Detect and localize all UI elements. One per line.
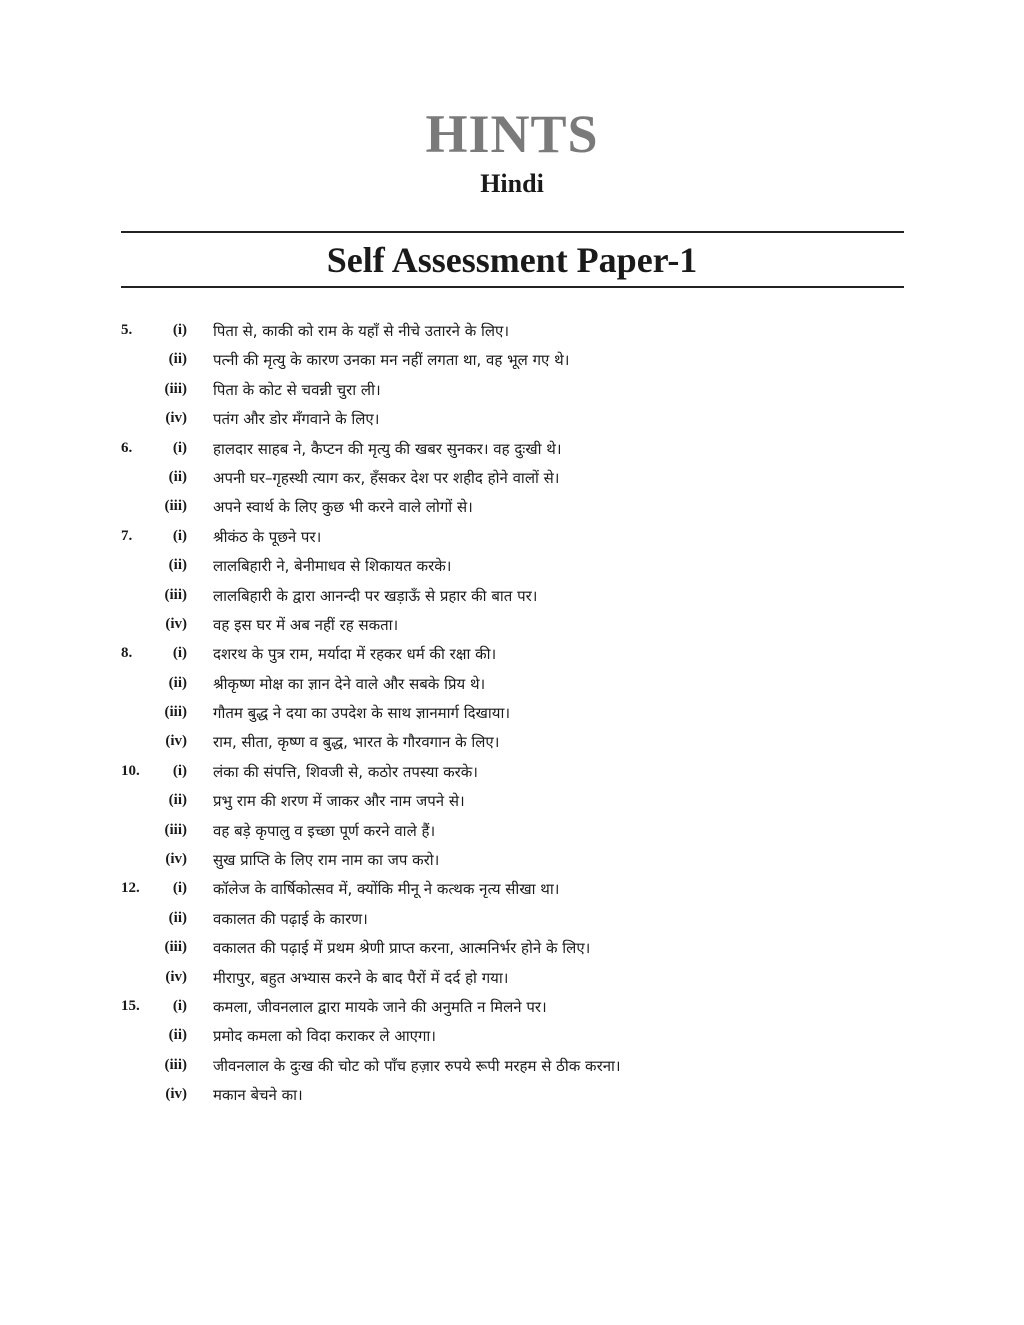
answer-text: अपने स्वार्थ के लिए कुछ भी करने वाले लोगों से। — [213, 498, 473, 517]
sub-question-label: (iii) — [164, 939, 187, 956]
answer-row — [0, 789, 1024, 818]
answer-row — [0, 348, 1024, 377]
answer-row — [0, 613, 1024, 642]
answer-text: कॉलेज के वार्षिकोत्सव में, क्योंकि मीनू ने कत्थक नृत्य सीखा था। — [213, 880, 560, 899]
question-number: 5. — [121, 322, 133, 338]
answer-text: प्रभु राम की शरण में जाकर और नाम जपने से। — [213, 792, 465, 811]
answer-text: श्रीकंठ के पूछने पर। — [213, 527, 322, 546]
answer-row — [0, 730, 1024, 759]
sub-question-label: (iv) — [165, 410, 187, 427]
answer-text: हालदार साहब ने, कैप्टन की मृत्यु की खबर सुनकर। वह दुःखी थे। — [213, 439, 562, 458]
sub-question-label: (i) — [172, 880, 187, 897]
paper-title: Self Assessment Paper-1 — [326, 240, 698, 280]
answer-text: लालबिहारी ने, बेनीमाधव से शिकायत करके। — [213, 557, 452, 576]
answer-text: कमला, जीवनलाल द्वारा मायके जाने की अनुमति न मिलने पर। — [213, 997, 547, 1016]
question-number: 6. — [121, 439, 133, 456]
answer-text: मकान बेचने का। — [213, 1086, 303, 1105]
sub-question-label: (ii) — [168, 792, 187, 809]
answer-text: श्रीकृष्ण मोक्ष का ज्ञान देने वाले और सबके प्रिय थे। — [213, 674, 486, 693]
sub-question-label: (i) — [172, 762, 187, 779]
answer-row — [0, 495, 1024, 524]
answer-row — [0, 1054, 1024, 1083]
sub-question-label: (ii) — [168, 468, 187, 485]
answer-text: राम, सीता, कृष्ण व बुद्ध, भारत के गौरवगान के लिए। — [213, 733, 500, 752]
question-number: 10. — [121, 762, 140, 779]
sub-question-label: (iii) — [164, 380, 187, 397]
answer-row — [0, 642, 1024, 671]
answer-text: वकालत की पढ़ाई के कारण। — [213, 909, 368, 928]
answer-row — [0, 848, 1024, 877]
sub-question-label: (iii) — [164, 1056, 187, 1073]
sub-question-label: (i) — [172, 439, 187, 456]
answer-text: वह इस घर में अब नहीं रह सकता। — [213, 615, 399, 634]
sub-question-label: (ii) — [168, 351, 187, 368]
answer-text: लंका की संपत्ति, शिवजी से, कठोर तपस्या करके। — [213, 762, 478, 781]
question-number: 8. — [121, 645, 133, 662]
answer-text: लालबिहारी के द्वारा आनन्दी पर खड़ाऊँ से प्रहार की बात पर। — [213, 586, 538, 605]
answer-text: सुख प्राप्ति के लिए राम नाम का जप करो। — [213, 851, 440, 870]
question-number: 15. — [121, 997, 140, 1014]
page-title: HINTS — [425, 104, 599, 164]
bottom-divider — [121, 286, 904, 288]
sub-question-label: (iv) — [165, 851, 187, 868]
sub-question-label: (ii) — [168, 674, 187, 691]
answer-row — [0, 554, 1024, 583]
answer-row — [0, 1083, 1024, 1112]
sub-question-label: (iv) — [165, 733, 187, 750]
answer-row — [0, 907, 1024, 936]
answer-text: पत्नी की मृत्यु के कारण उनका मन नहीं लगता था, वह भूल गए थे। — [213, 351, 570, 370]
subject-heading: Hindi — [480, 169, 544, 198]
answer-row — [0, 936, 1024, 965]
answer-text: पिता से, काकी को राम के यहाँ से नीचे उतारने के लिए। — [213, 322, 510, 340]
answer-row — [0, 995, 1024, 1024]
answer-row — [0, 760, 1024, 789]
sub-question-label: (ii) — [168, 557, 187, 574]
sub-question-label: (i) — [172, 997, 187, 1014]
answer-text: जीवनलाल के दुःख की चोट को पाँच हज़ार रुपये रूपी मरहम से ठीक करना। — [213, 1056, 621, 1075]
answer-list — [0, 319, 1024, 1113]
answer-row — [0, 319, 1024, 348]
answer-text: प्रमोद कमला को विदा कराकर ले आएगा। — [213, 1027, 436, 1046]
answer-row — [0, 584, 1024, 613]
answer-text: अपनी घर–गृहस्थी त्याग कर, हँसकर देश पर शहीद होने वालों से। — [213, 468, 560, 487]
sub-question-label: (ii) — [168, 909, 187, 926]
answer-row — [0, 672, 1024, 701]
sub-question-label: (iv) — [165, 1086, 187, 1103]
answer-row — [0, 407, 1024, 436]
sub-question-label: (i) — [172, 527, 187, 544]
answer-row — [0, 877, 1024, 906]
answer-row — [0, 525, 1024, 554]
sub-question-label: (iii) — [164, 821, 187, 838]
answer-row — [0, 701, 1024, 730]
answer-text: पतंग और डोर मँगवाने के लिए। — [213, 410, 380, 429]
answer-row — [0, 966, 1024, 995]
sub-question-label: (i) — [172, 645, 187, 662]
answer-text: वह बड़े कृपालु व इच्छा पूर्ण करने वाले हैं। — [213, 821, 436, 840]
sub-question-label: (iii) — [164, 498, 187, 515]
sub-question-label: (ii) — [168, 1027, 187, 1044]
answer-row — [0, 1024, 1024, 1053]
sub-question-label: (iii) — [164, 586, 187, 603]
answer-row — [0, 466, 1024, 495]
question-number: 12. — [121, 880, 140, 897]
answer-row — [0, 437, 1024, 466]
sub-question-label: (iii) — [164, 704, 187, 721]
answer-text: मीरापुर, बहुत अभ्यास करने के बाद पैरों में दर्द हो गया। — [213, 968, 509, 987]
answer-row — [0, 819, 1024, 848]
answer-text: दशरथ के पुत्र राम, मर्यादा में रहकर धर्म की रक्षा की। — [213, 645, 497, 664]
answer-text: गौतम बुद्ध ने दया का उपदेश के साथ ज्ञानमार्ग दिखाया। — [213, 704, 511, 723]
sub-question-label: (iv) — [165, 615, 187, 632]
top-divider — [121, 231, 904, 233]
sub-question-label: (iv) — [165, 968, 187, 985]
answer-row — [0, 378, 1024, 407]
question-number: 7. — [121, 527, 133, 544]
answer-text: पिता के कोट से चवन्नी चुरा ली। — [213, 380, 381, 399]
answer-text: वकालत की पढ़ाई में प्रथम श्रेणी प्राप्त करना, आत्मनिर्भर होने के लिए। — [213, 939, 591, 958]
sub-question-label: (i) — [172, 322, 187, 338]
